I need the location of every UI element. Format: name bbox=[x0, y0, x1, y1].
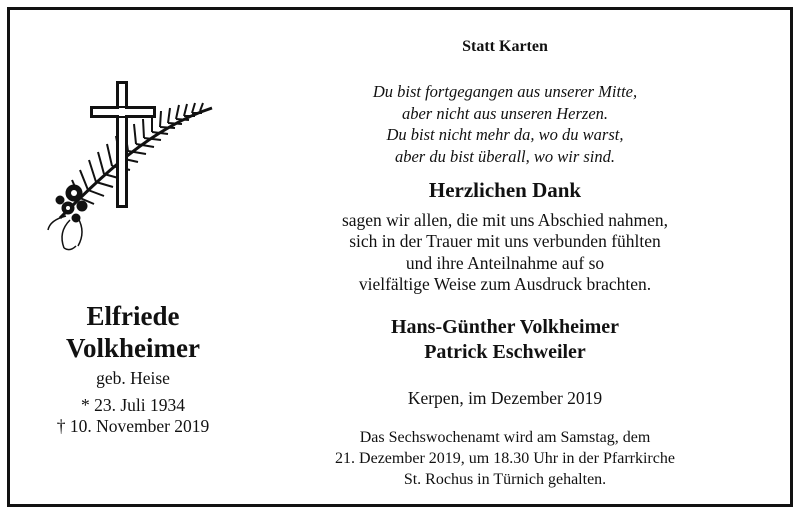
thanks-line: sich in der Trauer mit uns verbunden fühlten bbox=[349, 231, 661, 252]
thanks-line: sagen wir allen, die mit uns Abschied nahmen, bbox=[341, 210, 669, 230]
poem-line: aber nicht aus unseren Herzen. bbox=[401, 103, 609, 123]
thanks-text bbox=[280, 210, 730, 295]
signer-name: Hans-Günther Volkheimer bbox=[391, 316, 619, 338]
mass-notice bbox=[280, 427, 730, 490]
notice-line: St. Rochus in Türnich gehalten. bbox=[403, 471, 607, 488]
poem-line: aber du bist überall, wo wir sind. bbox=[394, 146, 616, 166]
thanks-line: vielfältige Weise zum Ausdruck brachten. bbox=[358, 273, 652, 294]
deceased-last-name: Volkheimer bbox=[66, 333, 200, 363]
poem-line: Du bist fortgegangen aus unserer Mitte, bbox=[372, 82, 638, 101]
notice-line: 21. Dezember 2019, um 18.30 Uhr in der Pfarrkirche bbox=[335, 450, 675, 467]
death-date: † 10. November 2019 bbox=[56, 416, 210, 436]
page-title: Statt Karten bbox=[462, 38, 548, 55]
poem bbox=[280, 81, 730, 167]
deceased-first-name: Elfriede bbox=[86, 301, 180, 331]
thanks-line: und ihre Anteilnahme auf so bbox=[405, 252, 605, 273]
obituary-card bbox=[7, 7, 793, 507]
poem-line: Du bist nicht mehr da, wo du warst, bbox=[386, 125, 624, 144]
signer-name: Patrick Eschweiler bbox=[424, 341, 586, 363]
maiden-name: geb. Heise bbox=[96, 368, 170, 388]
notice-line: Das Sechswochenamt wird am Samstag, dem bbox=[359, 429, 651, 446]
cross-with-palm-branch-icon bbox=[40, 68, 220, 258]
signers bbox=[280, 315, 730, 365]
deceased-block bbox=[10, 300, 256, 437]
left-column bbox=[10, 10, 280, 504]
place-date: Kerpen, im Dezember 2019 bbox=[407, 388, 603, 408]
thanks-heading: Herzlichen Dank bbox=[428, 178, 582, 202]
right-column bbox=[280, 10, 730, 504]
birth-date: * 23. Juli 1934 bbox=[80, 395, 186, 415]
